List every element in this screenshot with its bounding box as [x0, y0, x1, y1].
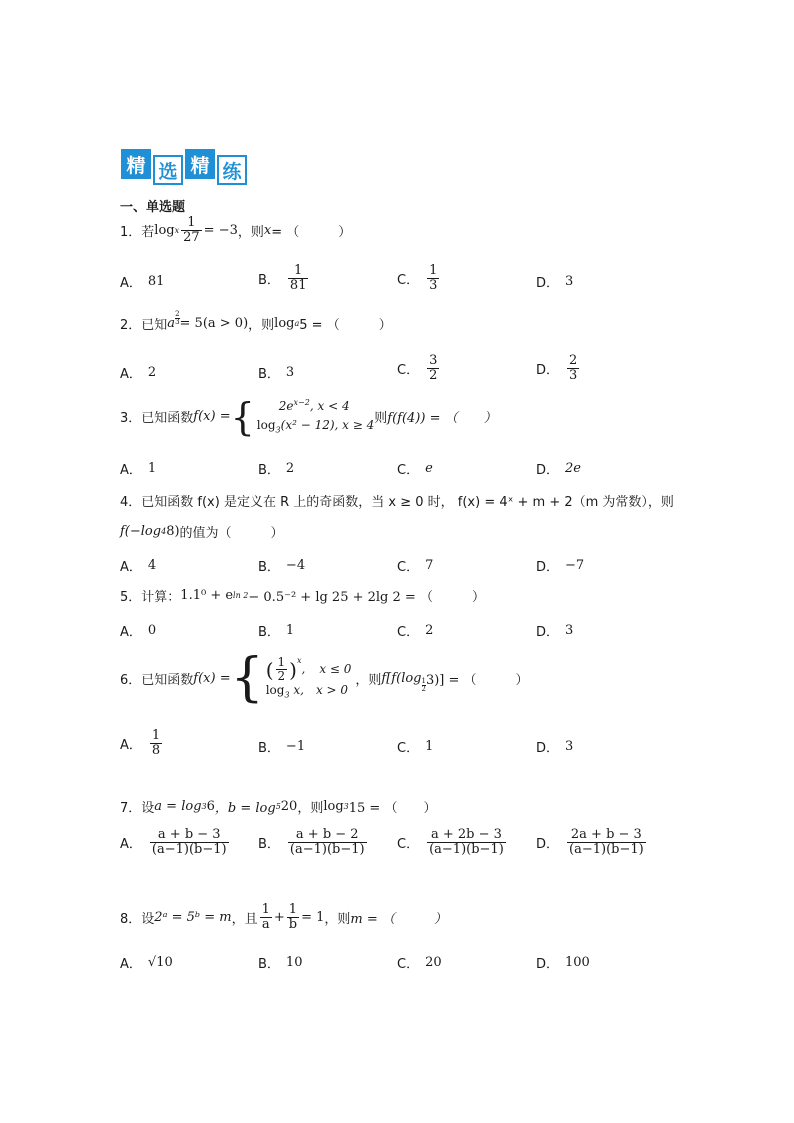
- case-2-log: log: [265, 682, 285, 697]
- question-2: [120, 310, 392, 333]
- frac-den: 27: [183, 229, 200, 245]
- frac-num: 1: [261, 902, 270, 917]
- question-text: 若: [141, 224, 155, 240]
- fraction: [181, 216, 202, 244]
- q4-option-c[interactable]: [397, 556, 433, 575]
- option-label: D．: [536, 463, 560, 478]
- frac-num: 3: [429, 353, 438, 368]
- question-text: 设: [141, 911, 155, 927]
- q4-option-d[interactable]: [536, 556, 584, 575]
- q5-option-b[interactable]: [258, 621, 294, 640]
- b-log-base: 5: [275, 802, 281, 811]
- q8-option-c[interactable]: [397, 953, 442, 972]
- base-variable: a: [167, 316, 176, 331]
- q7-option-c[interactable]: [397, 828, 508, 856]
- a-expression: a = log: [154, 799, 202, 814]
- banner-char-2: 选: [153, 155, 183, 185]
- option-text: 1: [147, 461, 157, 476]
- fraction: [150, 828, 229, 856]
- option-label: A．: [120, 367, 142, 382]
- option-label: B．: [258, 836, 280, 852]
- q3-option-d[interactable]: [536, 459, 581, 478]
- frac-den: 8: [151, 742, 161, 758]
- option-label: D．: [536, 957, 560, 972]
- frac-den: 81: [289, 277, 307, 293]
- fraction: [567, 354, 579, 382]
- option-label: C．: [397, 836, 420, 852]
- option-label: C．: [397, 741, 420, 756]
- q2-option-b[interactable]: [258, 363, 294, 382]
- question-tail: 5 = （ ）: [299, 318, 392, 333]
- question-tail: 15 = （ ）: [348, 801, 437, 816]
- question-6: [120, 648, 529, 708]
- q2-option-a[interactable]: [120, 363, 156, 382]
- option-text: 20: [425, 955, 442, 970]
- option-text: 1: [425, 739, 434, 754]
- option-text: 81: [147, 274, 165, 289]
- question-number: 2．: [120, 318, 142, 333]
- frac-num: 1: [288, 902, 298, 917]
- fraction: [150, 729, 162, 757]
- option-text: √10: [147, 955, 173, 970]
- question-text: ，则: [324, 911, 351, 927]
- question-8: [120, 903, 447, 931]
- option-label: A．: [120, 560, 142, 575]
- option-text: 2e: [565, 461, 581, 476]
- q5-option-d[interactable]: [536, 621, 573, 640]
- option-label: C．: [397, 560, 420, 575]
- q7-option-a[interactable]: [120, 828, 231, 856]
- q1-option-a[interactable]: [120, 272, 164, 291]
- section-banner: [121, 149, 247, 185]
- question-4: [120, 491, 674, 510]
- frac-num: 1: [294, 263, 303, 278]
- option-label: B．: [258, 560, 280, 575]
- expression-tail: − 0.5⁻² + lg 25 + 2lg 2 = （ ）: [248, 590, 485, 605]
- option-label: C．: [397, 957, 420, 972]
- option-label: A．: [120, 276, 142, 291]
- fraction: [288, 828, 367, 856]
- q3-option-c[interactable]: [397, 459, 433, 478]
- banner-char-4: 练: [217, 155, 247, 185]
- a-log-base: 3: [201, 802, 207, 811]
- question-tail: f(f(4)) = （ ）: [387, 411, 497, 427]
- frac-num: a + 2b − 3: [430, 827, 502, 842]
- option-text: 10: [285, 955, 303, 970]
- question-3: [120, 394, 497, 439]
- option-text: −1: [285, 739, 306, 754]
- option-text: 4: [147, 558, 157, 573]
- case-2-condition: x > 0: [315, 682, 349, 697]
- log-text: log: [323, 799, 344, 814]
- option-label: D．: [536, 560, 560, 575]
- plus-sign: +: [273, 909, 285, 925]
- frac-num: 2a + b − 3: [570, 827, 642, 842]
- q7-option-b[interactable]: [258, 828, 369, 856]
- fraction: [427, 354, 439, 382]
- left-brace: {: [230, 394, 255, 439]
- frac-den: (a−1)(b−1): [151, 841, 227, 857]
- fraction: [287, 903, 299, 931]
- question-number: 4．: [120, 495, 142, 510]
- option-label: C．: [397, 625, 420, 640]
- fraction: [288, 264, 309, 292]
- question-text: ，则: [297, 801, 324, 816]
- question-text: 设: [141, 801, 155, 816]
- q8-option-d[interactable]: [536, 953, 590, 972]
- equation: = 1: [301, 909, 325, 925]
- b-log-argument: 20: [280, 799, 298, 814]
- question-number: 6．: [120, 672, 142, 688]
- frac-den: 3: [429, 277, 438, 293]
- question-text: ，且: [231, 911, 258, 927]
- question-4-line-2: [120, 522, 284, 541]
- equation: = 5(a > 0): [179, 316, 249, 331]
- q3-option-a[interactable]: [120, 459, 156, 478]
- frac-num: 2: [569, 353, 578, 368]
- frac-den: 2: [429, 367, 438, 383]
- case-1-exponent: x: [296, 656, 302, 666]
- question-text: ，则: [237, 224, 264, 240]
- question-5: [120, 586, 485, 605]
- frac-num: 1: [421, 676, 426, 685]
- case-2-base: 3: [275, 424, 281, 434]
- question-text: ，则: [355, 672, 382, 688]
- question-number: 3．: [120, 411, 142, 427]
- exponent: ln 2: [233, 591, 249, 600]
- option-text: 3: [565, 739, 574, 754]
- banner-char-3: 精: [185, 149, 215, 179]
- function-name: f(x) =: [193, 409, 231, 425]
- option-text: 3: [285, 365, 295, 380]
- option-text: −4: [285, 558, 306, 573]
- option-label: B．: [258, 957, 280, 972]
- q6-option-d[interactable]: [536, 737, 573, 756]
- frac-num: 1: [277, 655, 286, 670]
- option-text: 7: [425, 558, 434, 573]
- expression-arg: 8): [166, 524, 180, 539]
- question-number: 7．: [120, 801, 142, 816]
- option-label: D．: [536, 741, 560, 756]
- q1-option-c[interactable]: [397, 264, 441, 292]
- frac-den: (a−1)(b−1): [429, 841, 504, 857]
- option-label: A．: [120, 463, 142, 478]
- fraction: [260, 903, 272, 931]
- fraction: [427, 264, 439, 292]
- b-expression: ，b = log: [214, 801, 276, 816]
- q2-option-c[interactable]: [397, 354, 441, 382]
- option-label: D．: [536, 625, 560, 640]
- option-label: B．: [258, 625, 280, 640]
- q6-option-b[interactable]: [258, 737, 305, 756]
- case-1-exponent: x−2: [293, 398, 310, 407]
- case-2-log: log: [256, 417, 276, 432]
- case-1-condition: x ≤ 0: [319, 662, 352, 677]
- exp-den: 3: [175, 318, 180, 326]
- q7-option-d[interactable]: [536, 828, 648, 856]
- equation: = −3: [203, 222, 238, 238]
- variable: x: [263, 222, 272, 238]
- piecewise-cases: [257, 397, 374, 436]
- expression: f[f(log: [381, 670, 422, 686]
- option-label: D．: [536, 362, 560, 378]
- q4-option-a[interactable]: [120, 556, 156, 575]
- option-label: A．: [120, 737, 142, 753]
- case-1-condition: , x < 4: [309, 399, 350, 413]
- frac-num: a + b − 2: [295, 827, 359, 842]
- log-base: 4: [161, 527, 167, 536]
- frac-num: 1: [429, 263, 438, 278]
- case-2-base: 3: [284, 689, 290, 699]
- question-number: 5．: [120, 590, 142, 605]
- option-label: C．: [397, 362, 420, 378]
- case-2-argument: (x² − 12), x ≥ 4: [280, 417, 375, 432]
- option-text: 1: [285, 623, 295, 638]
- q2-option-d[interactable]: [536, 354, 581, 382]
- log-base: a: [294, 319, 300, 328]
- case-1: 2e: [278, 399, 294, 413]
- function-name: f(x) =: [193, 670, 231, 686]
- q5-option-a[interactable]: [120, 621, 156, 640]
- question-text: 已知函数 f(x) 是定义在 R 上的奇函数，当 x ≥ 0 时， f(x) = 4ˣ + m + 2（m 为常数），则: [141, 495, 674, 510]
- expression: 1.1⁰ + e: [180, 588, 234, 603]
- option-label: C．: [397, 463, 420, 478]
- case-2-argument: x,: [289, 682, 304, 697]
- question-7: [120, 797, 436, 816]
- q5-option-c[interactable]: [397, 621, 433, 640]
- q6-option-a[interactable]: [120, 729, 164, 757]
- q1-option-b[interactable]: [258, 264, 310, 292]
- option-label: A．: [120, 957, 142, 972]
- piecewise-cases: ( $\frac{1}{2}$ ) x , x ≤ 0 $\log_3 x$, x > 0: [265, 655, 352, 699]
- section-title: 一、单选题: [120, 200, 186, 215]
- frac-den: (a−1)(b−1): [289, 841, 365, 857]
- option-label: B．: [258, 272, 280, 288]
- question-text: ，则: [248, 318, 275, 333]
- frac-den: a: [261, 916, 270, 932]
- option-text: 2: [147, 365, 157, 380]
- expression: 2ᵃ = 5ᵇ = m: [154, 909, 232, 925]
- frac-den: (a−1)(b−1): [569, 841, 644, 857]
- frac-den: 2: [277, 669, 286, 683]
- frac-den: 2: [421, 684, 426, 693]
- log-base: 3: [343, 802, 349, 811]
- option-label: B．: [258, 741, 280, 756]
- q6-option-c[interactable]: [397, 737, 433, 756]
- log-text: log: [154, 222, 175, 238]
- option-text: 3: [565, 623, 574, 638]
- option-label: A．: [120, 836, 142, 852]
- option-label: C．: [397, 272, 420, 288]
- option-text: e: [425, 461, 433, 476]
- question-text: 则: [374, 411, 388, 427]
- expression: f(−log: [120, 524, 162, 539]
- q4-option-b[interactable]: [258, 556, 305, 575]
- frac-den: 3: [569, 367, 578, 383]
- exp-num: 2: [175, 310, 180, 318]
- option-text: 100: [565, 955, 590, 970]
- a-log-argument: 6: [206, 799, 215, 814]
- q1-option-d[interactable]: [536, 272, 573, 291]
- question-number: 1．: [120, 224, 142, 240]
- frac-num: 1: [187, 215, 196, 230]
- q3-option-b[interactable]: [258, 459, 294, 478]
- question-text: 已知: [141, 318, 168, 333]
- fraction: [567, 828, 646, 856]
- frac-num: a + b − 3: [157, 827, 221, 842]
- frac-num: 1: [151, 728, 161, 743]
- question-text: 已知函数: [141, 411, 194, 427]
- question-text: 计算：: [141, 590, 181, 605]
- option-text: 3: [565, 274, 574, 289]
- question-text: 已知函数: [141, 672, 194, 688]
- q8-option-a[interactable]: [120, 953, 173, 972]
- option-text: 2: [285, 461, 295, 476]
- left-brace: {: [230, 648, 264, 708]
- question-tail: = （ ）: [271, 224, 352, 240]
- frac-den: b: [288, 916, 298, 932]
- question-tail: m = （ ）: [350, 911, 447, 927]
- banner-char-1: 精: [121, 149, 151, 179]
- option-label: B．: [258, 463, 280, 478]
- option-text: 0: [147, 623, 157, 638]
- option-label: A．: [120, 625, 142, 640]
- option-label: D．: [536, 276, 560, 291]
- option-label: D．: [536, 836, 560, 852]
- question-1: [120, 216, 351, 244]
- option-text: −7: [565, 558, 585, 573]
- log-base: x: [174, 225, 180, 235]
- option-text: 2: [425, 623, 434, 638]
- option-label: B．: [258, 367, 280, 382]
- question-tail: 3)] = （ ）: [425, 672, 529, 688]
- q8-option-b[interactable]: [258, 953, 302, 972]
- question-tail: 的值为（ ）: [179, 526, 284, 541]
- log-text: log: [274, 316, 295, 331]
- fraction: [427, 828, 506, 856]
- question-number: 8．: [120, 911, 142, 927]
